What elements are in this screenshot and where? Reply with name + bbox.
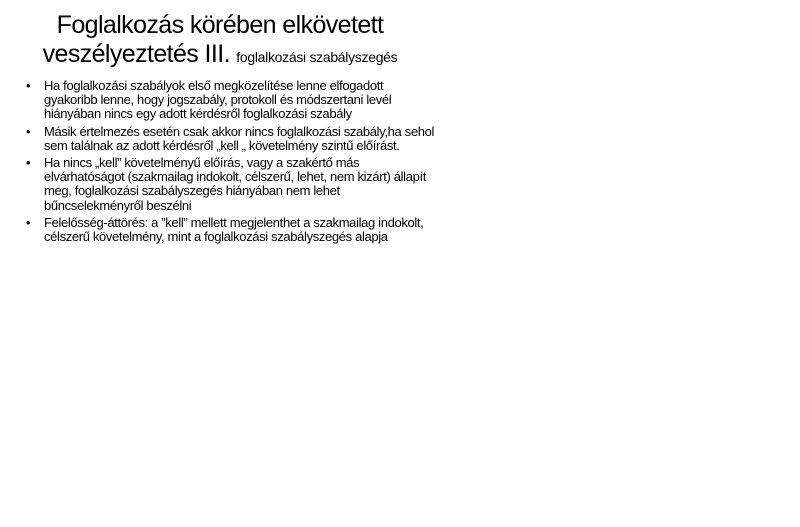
bullet-icon: • <box>26 78 31 93</box>
title-line-1: Foglalkozás körében elkövetett <box>56 11 384 39</box>
bullet-item-2 <box>26 125 436 153</box>
bullet-icon: • <box>26 214 31 230</box>
title-subtitle: foglalkozási szabályszegés <box>236 49 398 65</box>
title-dot: . <box>223 40 230 68</box>
slide-title <box>0 11 440 72</box>
bullet-item-3 <box>26 156 436 213</box>
bullet-text-2: Másik értelmezés esetén csak akkor nincs foglalkozási szabály,ha sehol sem találnak az adott kérdésről „kell „ követelmény szintű előírást. <box>44 123 435 153</box>
bullet-text-1: Ha foglalkozási szabályok első megközelítése lenne elfogadott gyakoribb lenne, hogy jogszabály, protokoll és módszertani levél hiányában nincs egy adott kérdésről foglalkozási szabály <box>44 78 392 122</box>
bullet-item-1 <box>26 79 436 122</box>
bullet-list <box>26 79 436 247</box>
bullet-item-4 <box>26 216 436 244</box>
bullet-text-3: Ha nincs „kell” követelményű előírás, vagy a szakértő más elvárhatóságot (szakmailag indokolt, célszerű, lehet, nem kizárt) állapít meg, foglalkozási szabályszegés hiányában nem lehet bűncselekményről beszélni <box>44 155 426 213</box>
bullet-icon: • <box>26 155 31 171</box>
bullet-text-4: Felelősség-áttörés: a ”kell” mellett megjelenthet a szakmailag indokolt, célszerű követelmény, mint a foglalkozási szabályszegés alapja <box>44 214 424 245</box>
title-line-2: veszélyeztetés III <box>42 40 224 68</box>
bullet-icon: • <box>26 123 31 139</box>
